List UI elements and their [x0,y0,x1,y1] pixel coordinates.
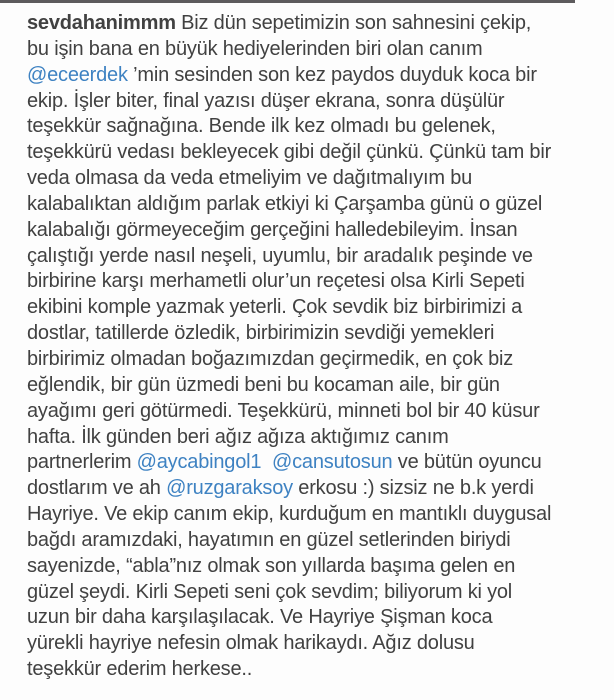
author-username[interactable]: sevdahanimmm [27,12,176,34]
caption-text-run: Hayriye. Ve ekip canım ekip, kurduğum en mantıklı duygusal [27,503,552,526]
caption-line [27,580,607,606]
caption-line [27,63,607,89]
caption-text-run: sayenizde, “abla”nız olmak son yıllarda başıma gelen en [27,554,516,577]
caption-line [27,476,607,502]
caption-text-run: teşekkür ederim herkese.. [27,658,253,681]
caption-line [27,450,607,476]
caption-text [27,11,607,683]
caption-line [27,218,607,244]
caption-text-run: kalabalığı görmeyeceğim gerçeğini halledebileyim. İnsan [27,218,518,241]
caption-line [27,140,607,166]
caption-line [27,657,607,683]
caption-text-run: eğlendik, bir gün üzmedi beni bu kocaman aile, bir gün [27,373,500,396]
caption-line [27,269,607,295]
mention-link[interactable]: @eceerdek [27,63,128,86]
mention-link[interactable]: @ruzgaraksoy [166,477,293,500]
mention-link[interactable]: @cansutosun [272,451,393,474]
caption-text-run: bu işin bana en büyük hediyelerinden biri olan canım [27,37,483,60]
caption-text-run: ekibini komple yazmak yeterli. Çok sevdik biz birbirimizi a [27,296,523,319]
top-edge-divider [0,0,575,3]
caption-line [27,373,607,399]
caption-line [27,502,607,528]
caption-text-run: birbirimiz olmadan boğazımızdan geçirmedik, en çok biz [27,347,514,370]
caption-line [27,166,607,192]
caption-text-run: güzel şeydi. Kirli Sepeti seni çok sevdim; biliyorum ki yol [27,580,513,603]
caption-line [27,347,607,373]
caption-text-run [261,451,272,473]
caption-text-run: birbirine karşı merhametli olur’un reçetesi olsa Kirli Sepeti [27,270,525,293]
caption-line [27,37,607,63]
caption-line [27,114,607,140]
caption-line [27,89,607,115]
caption-line [27,605,607,631]
mention-link[interactable]: @aycabingol1 [136,451,262,474]
caption-text-run: ve bütün oyuncu [392,451,542,474]
caption-text-run: hafta. İlk günden beri ağız ağıza aktığımız canım [27,425,449,448]
caption-line [27,425,607,451]
caption-line [27,244,607,270]
caption-line [27,399,607,425]
caption-text-run: partnerlerim [27,451,137,474]
caption-line [27,11,607,37]
caption-line [27,631,607,657]
caption-text-run: dostlar, tatillerde özledik, birbirimizin sevdiği yemekleri [27,322,495,345]
caption-text-run: çalıştığı yerde nasıl neşeli, uyumlu, bir aradalık peşinde ve [27,244,533,267]
caption-text-run: ayağımı geri götürmedi. Teşekkürü, minneti bol bir 40 küsur [27,399,540,422]
caption-text-run: ’min sesinden son kez paydos duyduk koca bir [127,63,537,86]
caption-text-run: dostlarım ve ah [27,477,167,500]
caption-text-run: bağdı aramızdaki, hayatımın en güzel setlerinden biriydi [27,528,511,551]
caption-text-run: teşekkürü vedası bekleyecek gibi değil çünkü. Çünkü tam bir [27,141,552,164]
caption-text-run: teşekkür sağnağına. Bende ilk kez olmadı bu gelenek, [27,115,496,138]
caption-text-run: ekip. İşler biter, final yazısı düşer ekrana, sonra düşülür [27,89,505,112]
caption-text-run: uzun bir daha karşılaşılacak. Ve Hayriye Şişman koca [27,606,493,629]
caption-line [27,295,607,321]
caption-line [27,192,607,218]
caption-line [27,321,607,347]
caption-text-run: veda olmasa da veda etmeliyim ve dağıtmalıyım bu [27,167,473,190]
caption-line [27,528,607,554]
caption-text-run: kalabalıktan aldığım parlak etkiyi ki Çarşamba günü o güzel [27,192,543,215]
caption-text-run: yürekli hayriye nefesin olmak harikaydı. Ağız dolusu [27,632,475,655]
caption-text-run: erkosu :) sizsiz ne b.k yerdi [292,477,534,500]
caption-text-run: Biz dün sepetimizin son sahnesini çekip, [175,12,532,34]
caption-line [27,554,607,580]
